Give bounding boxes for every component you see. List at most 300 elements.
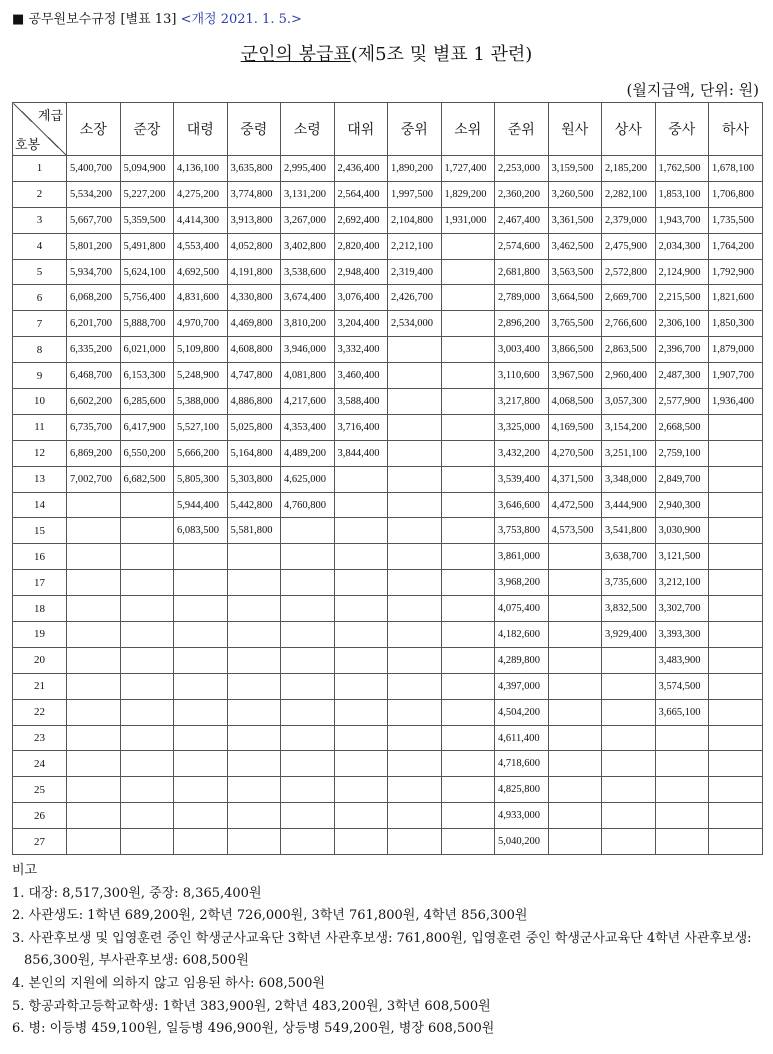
salary-cell [334, 596, 388, 622]
salary-cell [388, 466, 442, 492]
table-row [13, 181, 763, 207]
salary-cell: 3,076,400 [334, 285, 388, 311]
salary-cell [709, 647, 763, 673]
salary-cell: 5,303,800 [227, 466, 281, 492]
salary-cell: 3,635,800 [227, 156, 281, 182]
salary-cell [334, 829, 388, 855]
note-item: 2. 사관생도: 1학년 689,200원, 2학년 726,000원, 3학년 761,800원, 4학년 856,300원 [12, 908, 528, 924]
note-item: 3. 사관후보생 및 입영훈련 중인 학생군사교육단 3학년 사관후보생: 761,800원, 입영훈련 중인 학생군사교육단 4학년 사관후보생: 856,300원, 부사관후보생: 608,500원 [12, 930, 752, 969]
salary-cell [441, 673, 495, 699]
amendment-date: <개정 2021. 1. 5.> [180, 12, 302, 27]
salary-cell: 3,866,500 [548, 337, 602, 363]
salary-cell: 3,674,400 [281, 285, 335, 311]
salary-cell [388, 725, 442, 751]
salary-cell [227, 570, 281, 596]
salary-cell [388, 829, 442, 855]
regulation-header [12, 8, 302, 27]
salary-cell: 6,285,600 [120, 389, 174, 415]
salary-cell [67, 673, 121, 699]
salary-cell [548, 803, 602, 829]
salary-cell [174, 725, 228, 751]
table-row [13, 622, 763, 648]
salary-cell [120, 596, 174, 622]
salary-cell [709, 570, 763, 596]
salary-cell [281, 777, 335, 803]
table-row [13, 440, 763, 466]
salary-cell: 2,577,900 [655, 389, 709, 415]
table-row [13, 414, 763, 440]
salary-cell [334, 777, 388, 803]
step-cell: 1 [13, 156, 67, 182]
salary-cell [174, 803, 228, 829]
salary-cell [227, 803, 281, 829]
salary-cell [334, 803, 388, 829]
salary-cell: 1,762,500 [655, 156, 709, 182]
salary-cell [281, 647, 335, 673]
salary-cell: 5,109,800 [174, 337, 228, 363]
salary-cell: 3,541,800 [602, 518, 656, 544]
salary-cell: 5,491,800 [120, 233, 174, 259]
salary-cell: 4,611,400 [495, 725, 549, 751]
salary-cell: 3,574,500 [655, 673, 709, 699]
salary-cell: 1,936,400 [709, 389, 763, 415]
step-cell: 13 [13, 466, 67, 492]
salary-cell [441, 803, 495, 829]
table-row [13, 363, 763, 389]
salary-cell: 3,432,200 [495, 440, 549, 466]
salary-cell [602, 751, 656, 777]
salary-cell [227, 829, 281, 855]
salary-cell [67, 622, 121, 648]
salary-cell: 4,504,200 [495, 699, 549, 725]
salary-cell: 3,967,500 [548, 363, 602, 389]
salary-cell: 3,538,600 [281, 259, 335, 285]
salary-cell: 5,944,400 [174, 492, 228, 518]
salary-cell: 4,136,100 [174, 156, 228, 182]
salary-cell: 6,468,700 [67, 363, 121, 389]
salary-cell: 2,487,300 [655, 363, 709, 389]
step-cell: 18 [13, 596, 67, 622]
salary-cell: 2,849,700 [655, 466, 709, 492]
salary-cell: 7,002,700 [67, 466, 121, 492]
salary-cell: 5,527,100 [174, 414, 228, 440]
salary-cell: 5,756,400 [120, 285, 174, 311]
salary-cell: 3,753,800 [495, 518, 549, 544]
salary-cell: 3,968,200 [495, 570, 549, 596]
salary-cell: 6,735,700 [67, 414, 121, 440]
rank-header: 준장 [120, 103, 174, 156]
rank-header: 상사 [602, 103, 656, 156]
table-row [13, 466, 763, 492]
salary-cell: 3,483,900 [655, 647, 709, 673]
table-row [13, 518, 763, 544]
salary-cell [388, 492, 442, 518]
salary-cell [709, 466, 763, 492]
salary-cell: 3,332,400 [334, 337, 388, 363]
salary-cell: 3,664,500 [548, 285, 602, 311]
step-cell: 3 [13, 207, 67, 233]
salary-cell: 2,669,700 [602, 285, 656, 311]
table-row [13, 389, 763, 415]
salary-cell: 5,888,700 [120, 311, 174, 337]
salary-cell [227, 725, 281, 751]
salary-cell [602, 673, 656, 699]
salary-cell: 2,212,100 [388, 233, 442, 259]
salary-cell: 3,861,000 [495, 544, 549, 570]
table-row [13, 699, 763, 725]
salary-cell: 6,201,700 [67, 311, 121, 337]
salary-cell [334, 492, 388, 518]
salary-cell: 5,442,800 [227, 492, 281, 518]
salary-cell: 1,706,800 [709, 181, 763, 207]
step-cell: 14 [13, 492, 67, 518]
salary-cell: 5,934,700 [67, 259, 121, 285]
salary-cell: 4,573,500 [548, 518, 602, 544]
salary-cell: 4,052,800 [227, 233, 281, 259]
salary-cell: 4,068,500 [548, 389, 602, 415]
salary-cell: 1,821,600 [709, 285, 763, 311]
salary-cell [709, 492, 763, 518]
salary-cell: 5,164,800 [227, 440, 281, 466]
table-row [13, 725, 763, 751]
step-cell: 10 [13, 389, 67, 415]
salary-cell: 5,248,900 [174, 363, 228, 389]
salary-cell: 4,469,800 [227, 311, 281, 337]
salary-cell [67, 570, 121, 596]
salary-cell: 6,602,200 [67, 389, 121, 415]
salary-cell: 3,774,800 [227, 181, 281, 207]
salary-cell: 3,929,400 [602, 622, 656, 648]
salary-cell: 6,682,500 [120, 466, 174, 492]
salary-cell: 3,030,900 [655, 518, 709, 544]
salary-cell [602, 699, 656, 725]
salary-cell [174, 647, 228, 673]
salary-cell [441, 233, 495, 259]
salary-cell [120, 699, 174, 725]
salary-cell: 1,931,000 [441, 207, 495, 233]
salary-cell [709, 699, 763, 725]
salary-cell: 1,850,300 [709, 311, 763, 337]
salary-cell [441, 829, 495, 855]
salary-cell: 3,638,700 [602, 544, 656, 570]
salary-cell [388, 337, 442, 363]
salary-cell [120, 777, 174, 803]
salary-cell [227, 751, 281, 777]
salary-cell: 2,681,800 [495, 259, 549, 285]
salary-cell: 4,330,800 [227, 285, 281, 311]
salary-cell: 3,361,500 [548, 207, 602, 233]
salary-cell [281, 699, 335, 725]
salary-cell [120, 751, 174, 777]
salary-cell: 5,227,200 [120, 181, 174, 207]
salary-cell: 2,564,400 [334, 181, 388, 207]
table-row [13, 492, 763, 518]
salary-cell [388, 647, 442, 673]
salary-cell: 2,766,600 [602, 311, 656, 337]
salary-cell [281, 751, 335, 777]
salary-cell: 4,831,600 [174, 285, 228, 311]
table-row [13, 207, 763, 233]
table-row [13, 751, 763, 777]
salary-cell [548, 596, 602, 622]
salary-cell [227, 596, 281, 622]
salary-cell [334, 570, 388, 596]
salary-cell [120, 673, 174, 699]
salary-cell: 3,765,500 [548, 311, 602, 337]
table-row [13, 337, 763, 363]
salary-cell: 6,021,000 [120, 337, 174, 363]
salary-cell [441, 570, 495, 596]
salary-cell [709, 596, 763, 622]
salary-cell: 3,003,400 [495, 337, 549, 363]
salary-cell: 2,574,600 [495, 233, 549, 259]
salary-cell [655, 725, 709, 751]
salary-cell [548, 570, 602, 596]
salary-cell: 4,472,500 [548, 492, 602, 518]
salary-cell: 2,124,900 [655, 259, 709, 285]
salary-cell [441, 311, 495, 337]
salary-cell: 3,588,400 [334, 389, 388, 415]
step-cell: 15 [13, 518, 67, 544]
salary-cell: 2,475,900 [602, 233, 656, 259]
note-item: 5. 항공과학고등학교학생: 1학년 383,900원, 2학년 483,200원, 3학년 608,500원 [12, 998, 491, 1014]
salary-cell: 1,735,500 [709, 207, 763, 233]
salary-cell [441, 596, 495, 622]
salary-cell: 6,869,200 [67, 440, 121, 466]
step-cell: 19 [13, 622, 67, 648]
salary-cell [548, 751, 602, 777]
salary-cell: 4,371,500 [548, 466, 602, 492]
table-row [13, 803, 763, 829]
salary-cell: 2,282,100 [602, 181, 656, 207]
salary-cell [334, 622, 388, 648]
salary-cell [441, 647, 495, 673]
table-row [13, 311, 763, 337]
salary-cell [388, 414, 442, 440]
rank-header: 소령 [281, 103, 335, 156]
table-row [13, 156, 763, 182]
salary-cell: 4,933,000 [495, 803, 549, 829]
salary-cell: 3,251,100 [602, 440, 656, 466]
step-cell: 21 [13, 673, 67, 699]
salary-cell [388, 389, 442, 415]
rank-header: 중위 [388, 103, 442, 156]
salary-cell [388, 518, 442, 544]
salary-cell [334, 544, 388, 570]
salary-cell [67, 518, 121, 544]
salary-cell [441, 699, 495, 725]
salary-cell [441, 492, 495, 518]
salary-cell: 5,534,200 [67, 181, 121, 207]
salary-cell: 5,805,300 [174, 466, 228, 492]
salary-cell [67, 699, 121, 725]
table-header-row [13, 103, 763, 156]
salary-cell: 5,667,700 [67, 207, 121, 233]
salary-cell: 5,666,200 [174, 440, 228, 466]
salary-cell [388, 751, 442, 777]
salary-cell [281, 570, 335, 596]
salary-cell: 2,896,200 [495, 311, 549, 337]
salary-cell: 2,215,500 [655, 285, 709, 311]
salary-cell: 2,995,400 [281, 156, 335, 182]
salary-cell: 4,182,600 [495, 622, 549, 648]
salary-cell: 3,539,400 [495, 466, 549, 492]
salary-cell [602, 829, 656, 855]
salary-cell: 2,940,300 [655, 492, 709, 518]
salary-cell: 3,913,800 [227, 207, 281, 233]
salary-cell: 3,260,500 [548, 181, 602, 207]
rank-header: 중령 [227, 103, 281, 156]
salary-cell [655, 777, 709, 803]
salary-cell [227, 544, 281, 570]
step-cell: 23 [13, 725, 67, 751]
rank-header: 중사 [655, 103, 709, 156]
page-title [0, 40, 773, 66]
salary-cell: 6,068,200 [67, 285, 121, 311]
rank-header: 준위 [495, 103, 549, 156]
salary-cell [709, 803, 763, 829]
salary-cell [334, 673, 388, 699]
salary-cell: 4,191,800 [227, 259, 281, 285]
salary-cell: 4,075,400 [495, 596, 549, 622]
salary-cell: 1,829,200 [441, 181, 495, 207]
salary-cell [548, 673, 602, 699]
salary-cell: 3,393,300 [655, 622, 709, 648]
salary-cell [441, 285, 495, 311]
salary-cell: 2,104,800 [388, 207, 442, 233]
bullet-square: ■ [12, 12, 25, 27]
salary-cell: 5,094,900 [120, 156, 174, 182]
salary-cell: 3,665,100 [655, 699, 709, 725]
salary-cell [655, 803, 709, 829]
salary-cell [602, 647, 656, 673]
salary-cell: 5,801,200 [67, 233, 121, 259]
note-item: 4. 본인의 지원에 의하지 않고 임용된 하사: 608,500원 [12, 975, 325, 991]
step-cell: 25 [13, 777, 67, 803]
salary-cell [67, 803, 121, 829]
salary-cell [388, 622, 442, 648]
salary-cell [120, 492, 174, 518]
salary-cell [441, 259, 495, 285]
salary-cell: 1,879,000 [709, 337, 763, 363]
salary-cell [67, 492, 121, 518]
salary-cell [388, 673, 442, 699]
salary-cell [120, 647, 174, 673]
salary-cell [67, 751, 121, 777]
salary-cell [334, 518, 388, 544]
salary-cell [174, 596, 228, 622]
step-cell: 22 [13, 699, 67, 725]
salary-cell: 3,212,100 [655, 570, 709, 596]
salary-cell [67, 647, 121, 673]
salary-cell: 2,668,500 [655, 414, 709, 440]
salary-cell: 6,335,200 [67, 337, 121, 363]
salary-cell: 4,081,800 [281, 363, 335, 389]
salary-cell: 4,760,800 [281, 492, 335, 518]
rank-header: 하사 [709, 103, 763, 156]
salary-cell: 2,426,700 [388, 285, 442, 311]
rank-header: 대위 [334, 103, 388, 156]
salary-cell [334, 466, 388, 492]
table-row [13, 285, 763, 311]
salary-cell [602, 803, 656, 829]
salary-cell: 3,131,200 [281, 181, 335, 207]
salary-cell [120, 518, 174, 544]
salary-cell [388, 777, 442, 803]
salary-cell [174, 673, 228, 699]
salary-cell: 4,489,200 [281, 440, 335, 466]
salary-cell: 1,907,700 [709, 363, 763, 389]
salary-cell [120, 544, 174, 570]
rank-header: 원사 [548, 103, 602, 156]
salary-cell [281, 725, 335, 751]
salary-cell: 1,764,200 [709, 233, 763, 259]
step-cell: 7 [13, 311, 67, 337]
salary-cell: 2,572,800 [602, 259, 656, 285]
salary-cell [709, 544, 763, 570]
step-cell: 5 [13, 259, 67, 285]
salary-cell: 5,388,000 [174, 389, 228, 415]
rank-header: 소장 [67, 103, 121, 156]
salary-cell: 3,154,200 [602, 414, 656, 440]
salary-cell [227, 622, 281, 648]
salary-cell: 6,417,900 [120, 414, 174, 440]
salary-cell: 3,444,900 [602, 492, 656, 518]
salary-cell [441, 414, 495, 440]
note-item: 1. 대장: 8,517,300원, 중장: 8,365,400원 [12, 885, 262, 901]
salary-cell [709, 440, 763, 466]
salary-cell [441, 751, 495, 777]
salary-cell: 1,727,400 [441, 156, 495, 182]
salary-cell: 1,997,500 [388, 181, 442, 207]
salary-cell [174, 699, 228, 725]
salary-cell: 3,462,500 [548, 233, 602, 259]
salary-cell: 4,397,000 [495, 673, 549, 699]
salary-cell [281, 544, 335, 570]
salary-cell: 3,646,600 [495, 492, 549, 518]
salary-cell [548, 647, 602, 673]
salary-cell: 3,402,800 [281, 233, 335, 259]
salary-cell [441, 363, 495, 389]
notes-section [12, 860, 767, 1041]
salary-cell [388, 803, 442, 829]
table-row [13, 777, 763, 803]
step-cell: 20 [13, 647, 67, 673]
salary-cell: 1,890,200 [388, 156, 442, 182]
salary-cell: 4,825,800 [495, 777, 549, 803]
salary-cell [281, 622, 335, 648]
salary-cell: 2,185,200 [602, 156, 656, 182]
salary-cell: 1,853,100 [655, 181, 709, 207]
salary-cell: 3,946,000 [281, 337, 335, 363]
salary-cell: 2,034,300 [655, 233, 709, 259]
salary-cell: 5,624,100 [120, 259, 174, 285]
salary-cell: 5,581,800 [227, 518, 281, 544]
rank-header: 소위 [441, 103, 495, 156]
salary-cell: 3,302,700 [655, 596, 709, 622]
salary-cell [441, 725, 495, 751]
salary-cell [655, 829, 709, 855]
salary-cell: 2,534,000 [388, 311, 442, 337]
salary-cell [120, 803, 174, 829]
notes-heading: 비고 [12, 863, 38, 878]
salary-cell: 2,820,400 [334, 233, 388, 259]
salary-cell: 3,325,000 [495, 414, 549, 440]
salary-cell: 2,759,100 [655, 440, 709, 466]
salary-cell: 4,169,500 [548, 414, 602, 440]
salary-cell [174, 829, 228, 855]
salary-cell: 3,057,300 [602, 389, 656, 415]
